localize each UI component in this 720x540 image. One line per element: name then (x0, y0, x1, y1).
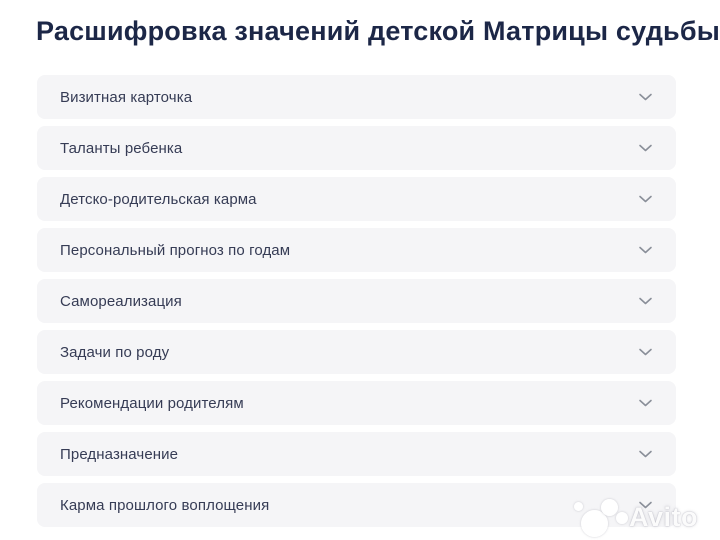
chevron-down-icon (638, 141, 652, 155)
accordion-item-label: Предназначение (60, 445, 179, 463)
accordion-item-detsko-roditelskaya-karma[interactable] (37, 177, 676, 221)
chevron-down-icon (638, 243, 652, 257)
accordion-item-personalnyy-prognoz[interactable] (37, 228, 676, 272)
chevron-down-icon (638, 447, 652, 461)
accordion-item-vizitnaya-kartochka[interactable] (37, 75, 676, 119)
accordion-item-zadachi-po-rodu[interactable] (37, 330, 676, 374)
chevron-down-icon (638, 498, 652, 512)
accordion-item-talanty-rebenka[interactable] (37, 126, 676, 170)
accordion-item-label: Рекомендации родителям (60, 394, 244, 412)
chevron-down-icon (638, 90, 652, 104)
avito-watermark-label: Avito (629, 502, 698, 532)
accordion-item-label: Самореализация (60, 292, 182, 310)
accordion-item-label: Задачи по роду (60, 343, 170, 361)
accordion-item-label: Персональный прогноз по годам (60, 241, 291, 259)
accordion-item-label: Детско-родительская карма (60, 190, 257, 208)
accordion-item-label: Визитная карточка (60, 88, 193, 106)
accordion-item-label: Таланты ребенка (60, 139, 183, 157)
chevron-down-icon (638, 396, 652, 410)
chevron-down-icon (638, 345, 652, 359)
accordion-item-rekomendacii-roditelyam[interactable] (37, 381, 676, 425)
accordion-list (37, 75, 676, 534)
accordion-item-karma-proshlogo-voploshcheniya[interactable] (37, 483, 676, 527)
chevron-down-icon (638, 294, 652, 308)
accordion-item-label: Карма прошлого воплощения (60, 496, 270, 514)
chevron-down-icon (638, 192, 652, 206)
page-title: Расшифровка значений детской Матрицы судьбы (36, 16, 720, 46)
accordion-item-samorealizaciya[interactable] (37, 279, 676, 323)
accordion-item-prednaznachenie[interactable] (37, 432, 676, 476)
